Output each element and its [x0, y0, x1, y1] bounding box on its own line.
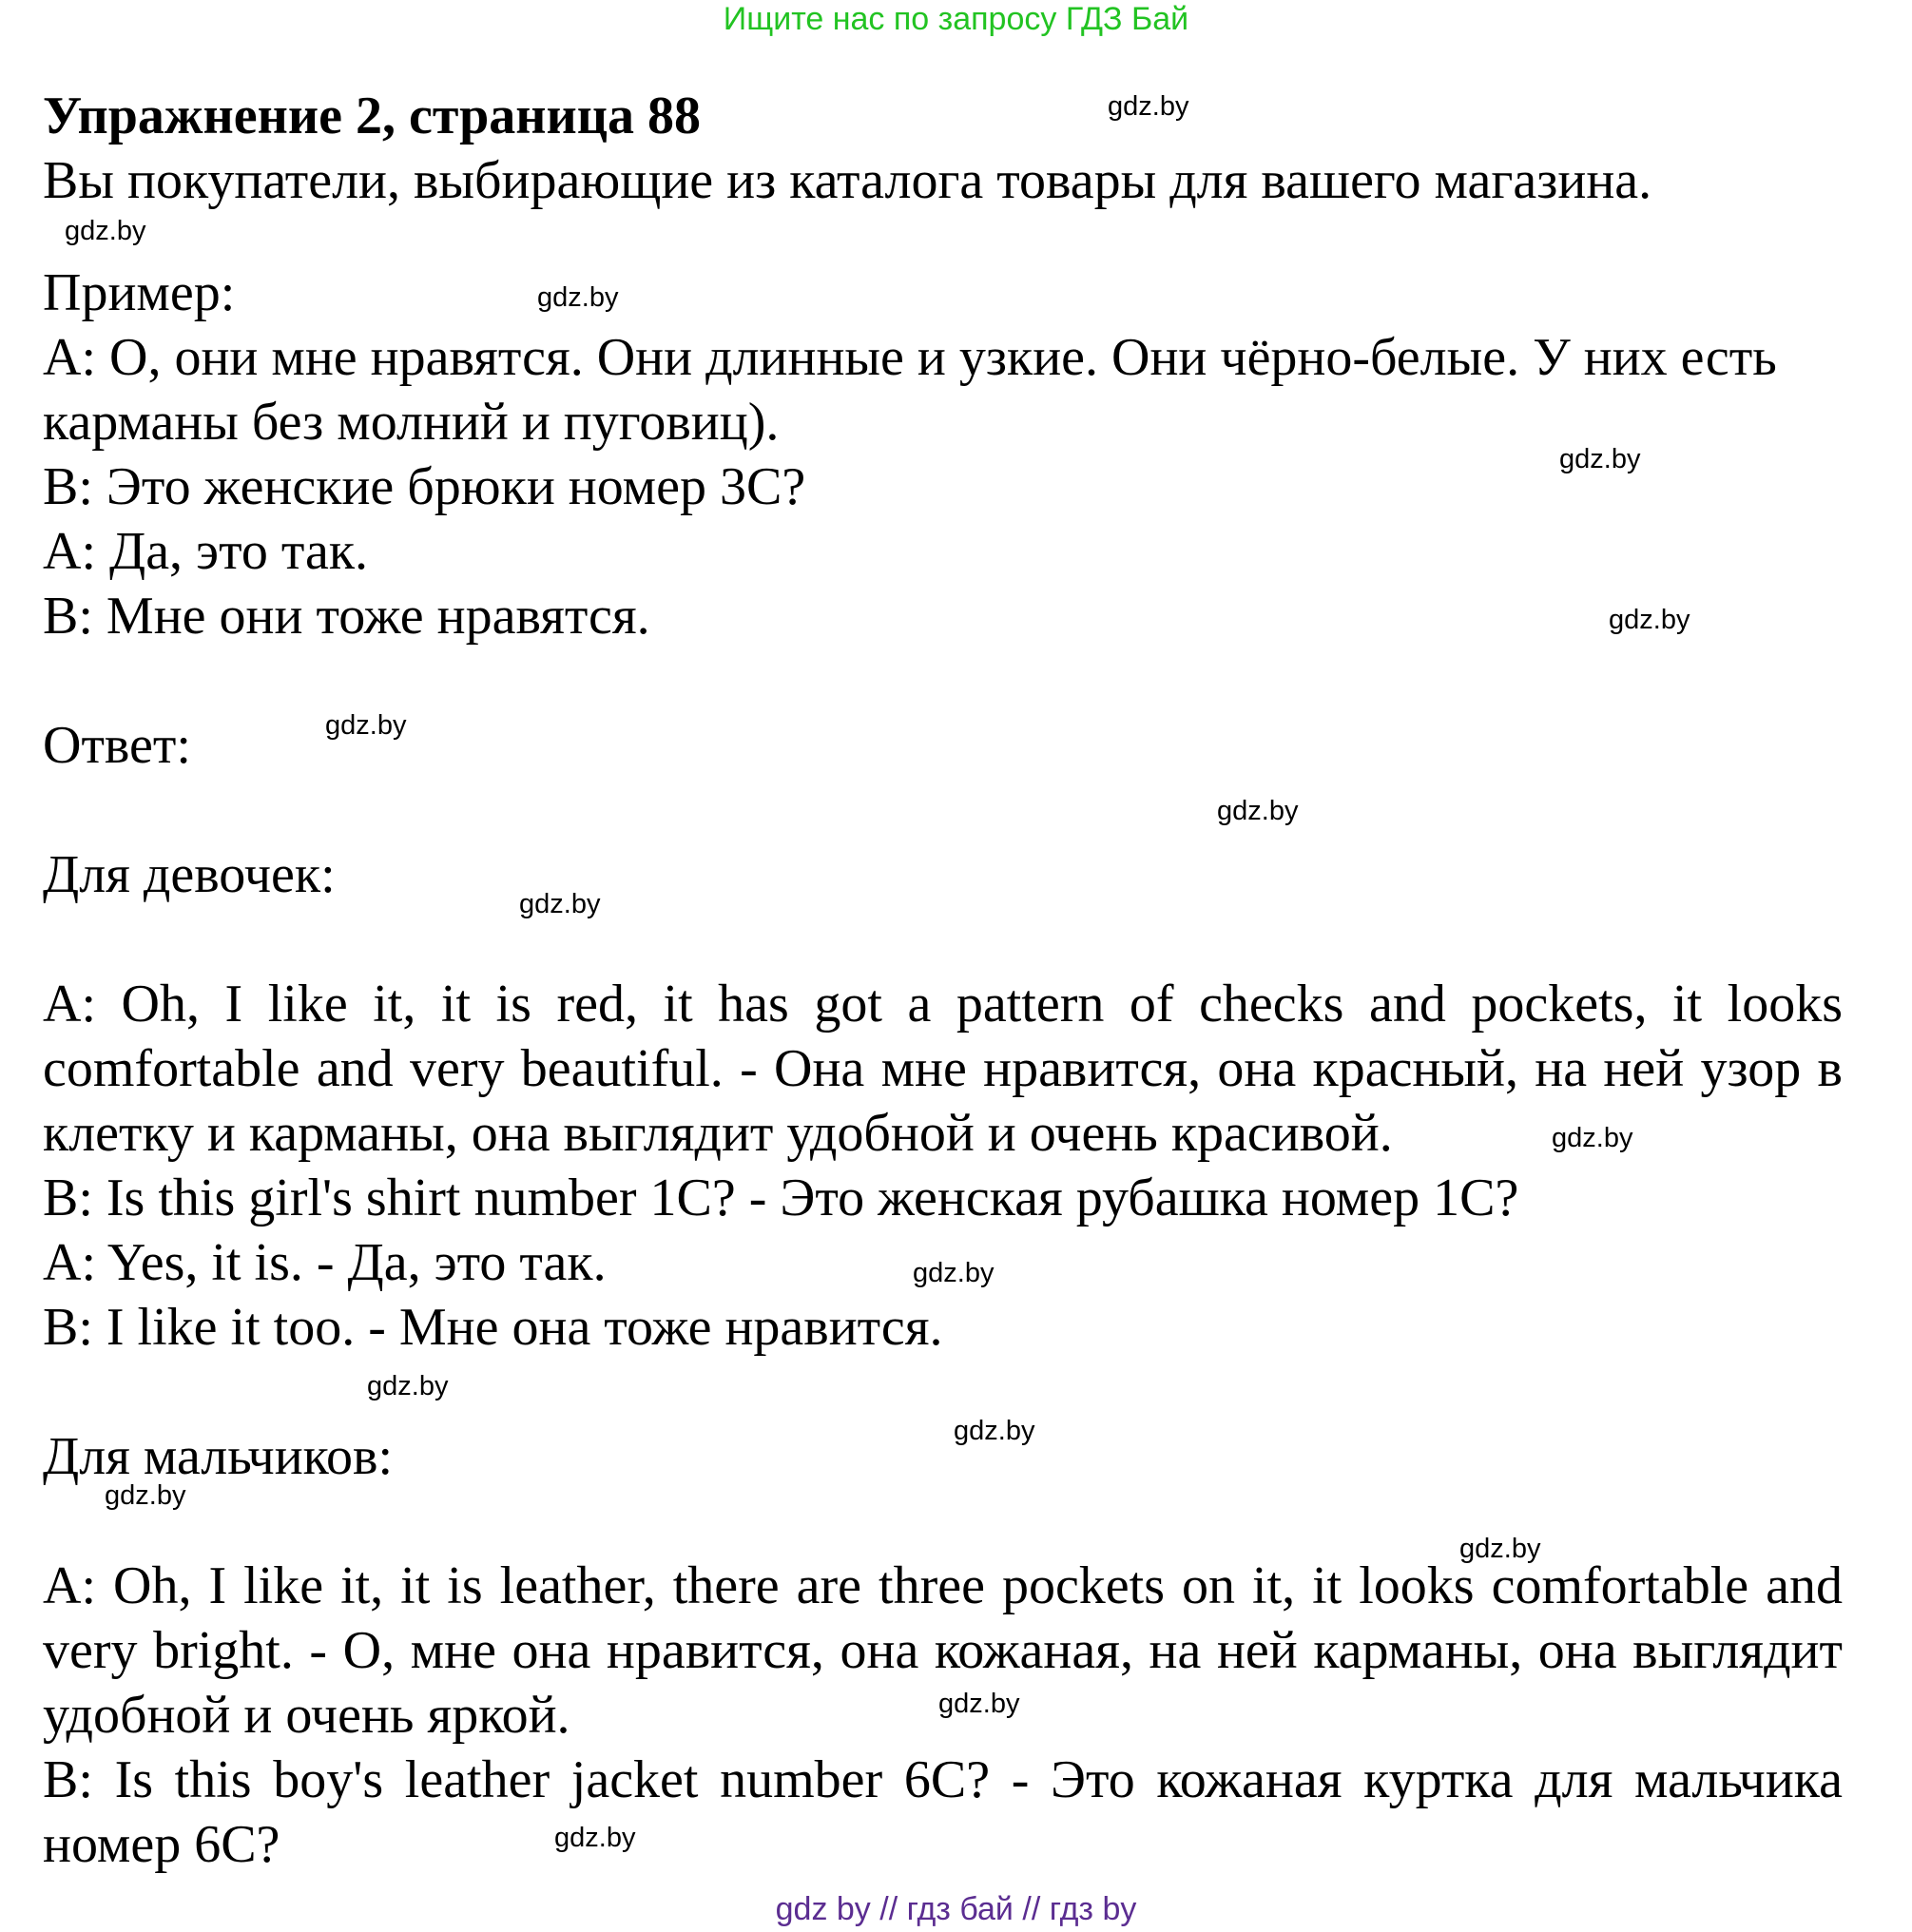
task-text: Вы покупатели, выбирающие из каталога товары для вашего магазина. — [43, 151, 1652, 210]
example-line: B: Мне они тоже нравятся. — [43, 587, 650, 646]
watermark: gdz.by — [65, 216, 146, 246]
watermark: gdz.by — [1559, 444, 1641, 474]
spacer — [43, 213, 1843, 261]
watermark: gdz.by — [1217, 796, 1299, 826]
watermark: gdz.by — [938, 1689, 1020, 1719]
dialogue-line: B: I like it too. - Мне она тоже нравится. — [43, 1298, 943, 1357]
example-line: B: Это женские брюки номер 3С? — [43, 457, 806, 516]
watermark: gdz.by — [325, 710, 407, 741]
watermark: gdz.by — [367, 1371, 449, 1401]
girls-label: Для девочек: — [43, 845, 336, 904]
exercise-content — [43, 84, 1843, 1877]
example-label: Пример: — [43, 263, 236, 322]
watermark: gdz.by — [1459, 1534, 1541, 1564]
spacer — [43, 648, 1843, 713]
dialogue-line: B: Is this boy's leather jacket number 6C? - Это кожаная куртка для мальчика номер 6С? — [43, 1750, 1843, 1874]
watermark: gdz.by — [1108, 91, 1189, 122]
watermark: gdz.by — [105, 1480, 186, 1511]
dialogue-line: A: Oh, I like it, it is leather, there are three pockets on it, it looks comfortable and very bright. - О, мне она нравится, она кожаная, на ней карманы, она выглядит удобной и очень яркой. — [43, 1556, 1843, 1745]
answer-label: Ответ: — [43, 716, 191, 775]
watermark: gdz.by — [537, 282, 619, 313]
search-hint-link[interactable]: Ищите нас по запросу ГДЗ Бай — [723, 1, 1189, 37]
example-line: A: О, они мне нравятся. Они длинные и узкие. Они чёрно-белые. У них есть карманы без молний и пуговиц). — [43, 328, 1777, 452]
spacer — [43, 1489, 1843, 1554]
watermark: gdz.by — [519, 889, 601, 919]
watermark: gdz.by — [913, 1258, 995, 1288]
watermark: gdz.by — [1552, 1123, 1633, 1153]
spacer — [43, 778, 1843, 842]
watermark: gdz.by — [1609, 605, 1690, 635]
watermark: gdz.by — [954, 1416, 1035, 1446]
spacer — [43, 1360, 1843, 1424]
footer-links[interactable]: gdz by // гдз бай // гдз by — [775, 1891, 1137, 1927]
example-line: A: Да, это так. — [43, 522, 369, 581]
spacer — [43, 907, 1843, 972]
dialogue-line: B: Is this girl's shirt number 1C? - Это женская рубашка номер 1С? — [43, 1169, 1519, 1227]
dialogue-line: A: Yes, it is. - Да, это так. — [43, 1233, 607, 1292]
dialogue-line: A: Oh, I like it, it is red, it has got a pattern of checks and pockets, it looks comfortable and very beautiful. - Она мне нравится, она красный, на ней узор в клетку и карманы, она выглядит удобной и очень красивой. — [43, 975, 1843, 1163]
watermark: gdz.by — [554, 1823, 636, 1853]
boys-label: Для мальчиков: — [43, 1427, 394, 1486]
exercise-title: Упражнение 2, страница 88 — [43, 87, 702, 145]
